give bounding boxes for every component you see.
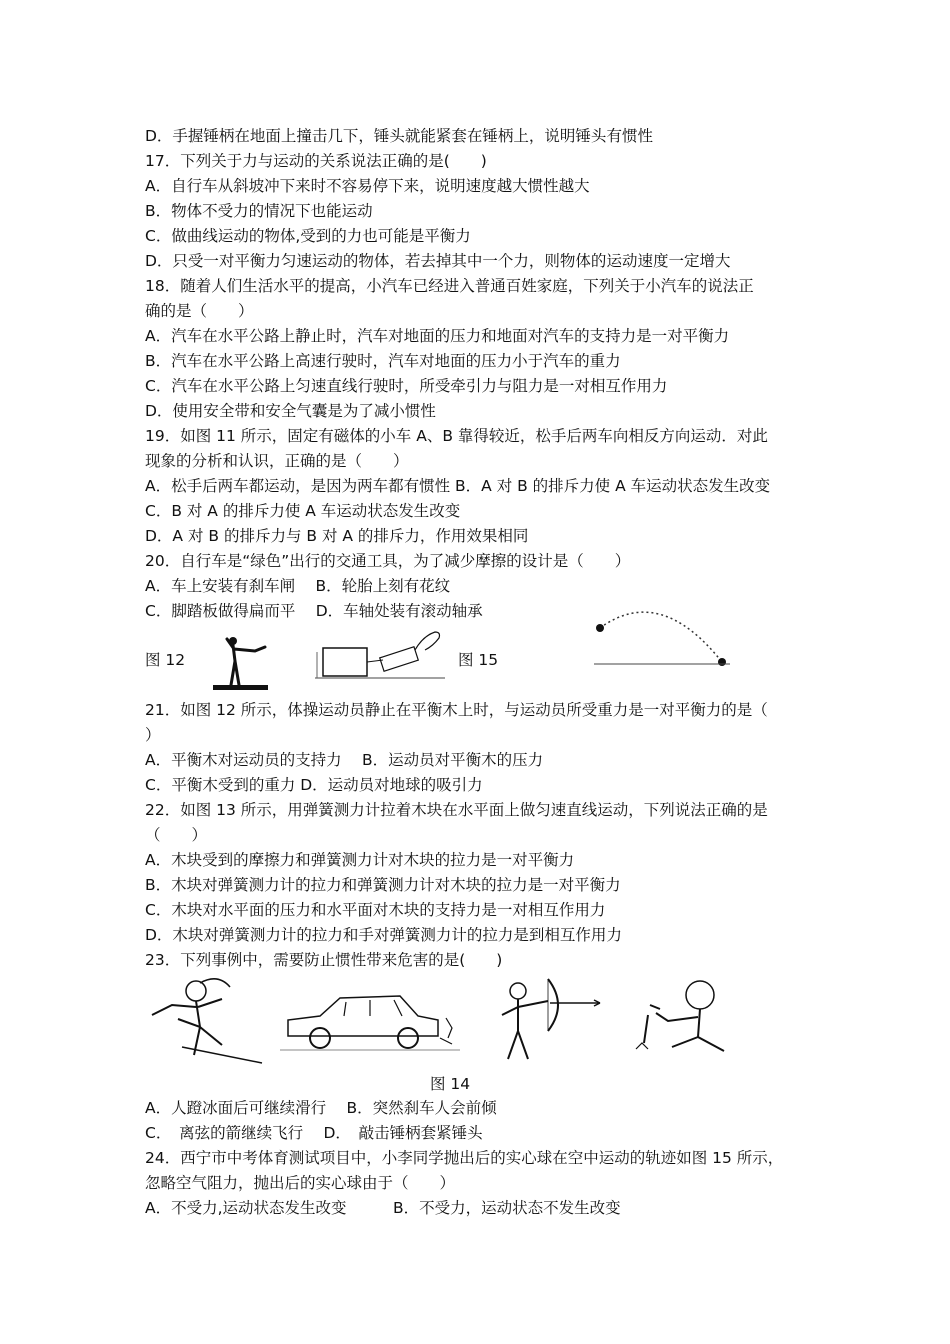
line-11: C．汽车在水平公路上匀速直线行驶时，所受牵引力与阻力是一对相互作用力 (145, 377, 668, 395)
line-8: 确的是（ ） (145, 302, 254, 320)
hammer-figure (628, 975, 748, 1067)
line-17: D．A 对 B 的排斥力与 B 对 A 的排斥力，作用效果相同 (145, 527, 529, 545)
fig14-caption: 图 14 (430, 1075, 471, 1093)
spring-scale-figure (315, 626, 445, 684)
line-27: A．木块受到的摩擦力和弹簧测力计对木块的拉力是一对平衡力 (145, 851, 575, 869)
line-35: 忽略空气阻力，抛出后的实心球由于（ ） (145, 1174, 456, 1192)
fig12-caption: 图 12 (145, 651, 186, 669)
line-33: C． 离弦的箭继续飞行 D． 敲击锤柄套紧锤头 (145, 1124, 483, 1142)
line-19: A．车上安装有刹车闸 B．轮胎上刻有花纹 (145, 577, 451, 595)
line-25: 22．如图 13 所示，用弹簧测力计拉着木块在水平面上做匀速直线运动，下列说法正确的是 (145, 801, 768, 819)
line-32: A．人蹬冰面后可继续滑行 B．突然刹车人会前倾 (145, 1099, 497, 1117)
line-2: 17．下列关于力与运动的关系说法正确的是( ) (145, 152, 487, 170)
archer-figure (488, 975, 608, 1067)
line-23: A．平衡木对运动员的支持力 B．运动员对平衡木的压力 (145, 751, 544, 769)
line-36: A．不受力,运动状态发生改变 B．不受力，运动状态不发生改变 (145, 1199, 621, 1217)
fig15-caption: 图 15 (458, 651, 499, 669)
line-30: D．木块对弹簧测力计的拉力和手对弹簧测力计的拉力是到相互作用力 (145, 926, 622, 944)
line-13: 19．如图 11 所示，固定有磁体的小车 A、B 靠得较近，松手后两车向相反方向运动．对此 (145, 427, 768, 445)
ball-trajectory-figure (590, 604, 730, 666)
line-10: B．汽车在水平公路上高速行驶时，汽车对地面的压力小于汽车的重力 (145, 352, 621, 370)
line-29: C．木块对水平面的压力和水平面对木块的支持力是一对相互作用力 (145, 901, 606, 919)
line-16: C．B 对 A 的排斥力使 A 车运动状态发生改变 (145, 502, 461, 520)
line-3: A．自行车从斜坡冲下来时不容易停下来，说明速度越大惯性越大 (145, 177, 590, 195)
line-6: D．只受一对平衡力匀速运动的物体，若去掉其中一个力，则物体的运动速度一定增大 (145, 252, 731, 270)
gymnast-figure (205, 633, 275, 693)
line-20: C．脚踏板做得扁而平 D．车轴处装有滚动轴承 (145, 602, 483, 620)
line-7: 18．随着人们生活水平的提高，小汽车已经进入普通百姓家庭，下列关于小汽车的说法正 (145, 277, 754, 295)
line-26: （ ） (145, 826, 208, 844)
line-14: 现象的分析和认识，正确的是（ ） (145, 452, 409, 470)
line-22: ） (145, 726, 161, 744)
line-1: D．手握锤柄在地面上撞击几下，锤头就能紧套在锤柄上，说明锤头有惯性 (145, 127, 653, 145)
line-31: 23．下列事例中，需要防止惯性带来危害的是( ) (145, 951, 503, 969)
line-24: C．平衡木受到的重力 D．运动员对地球的吸引力 (145, 776, 483, 794)
line-34: 24．西宁市中考体育测试项目中，小李同学抛出后的实心球在空中运动的轨迹如图 15 所示， (145, 1149, 784, 1167)
line-18: 20．自行车是“绿色”出行的交通工具，为了减少摩擦的设计是（ ） (145, 552, 631, 570)
line-15: A．松手后两车都运动，是因为两车都有惯性 B．A 对 B 的排斥力使 A 车运动状态发生改变 (145, 477, 771, 495)
skater-figure (142, 975, 272, 1067)
line-9: A．汽车在水平公路上静止时，汽车对地面的压力和地面对汽车的支持力是一对平衡力 (145, 327, 730, 345)
line-4: B．物体不受力的情况下也能运动 (145, 202, 373, 220)
car-braking-figure (280, 980, 460, 1064)
line-21: 21．如图 12 所示，体操运动员静止在平衡木上时，与运动员所受重力是一对平衡力的是（ (145, 701, 768, 719)
line-28: B．木块对弹簧测力计的拉力和弹簧测力计对木块的拉力是一对平衡力 (145, 876, 621, 894)
line-12: D．使用安全带和安全气囊是为了减小惯性 (145, 402, 436, 420)
line-5: C．做曲线运动的物体,受到的力也可能是平衡力 (145, 227, 471, 245)
